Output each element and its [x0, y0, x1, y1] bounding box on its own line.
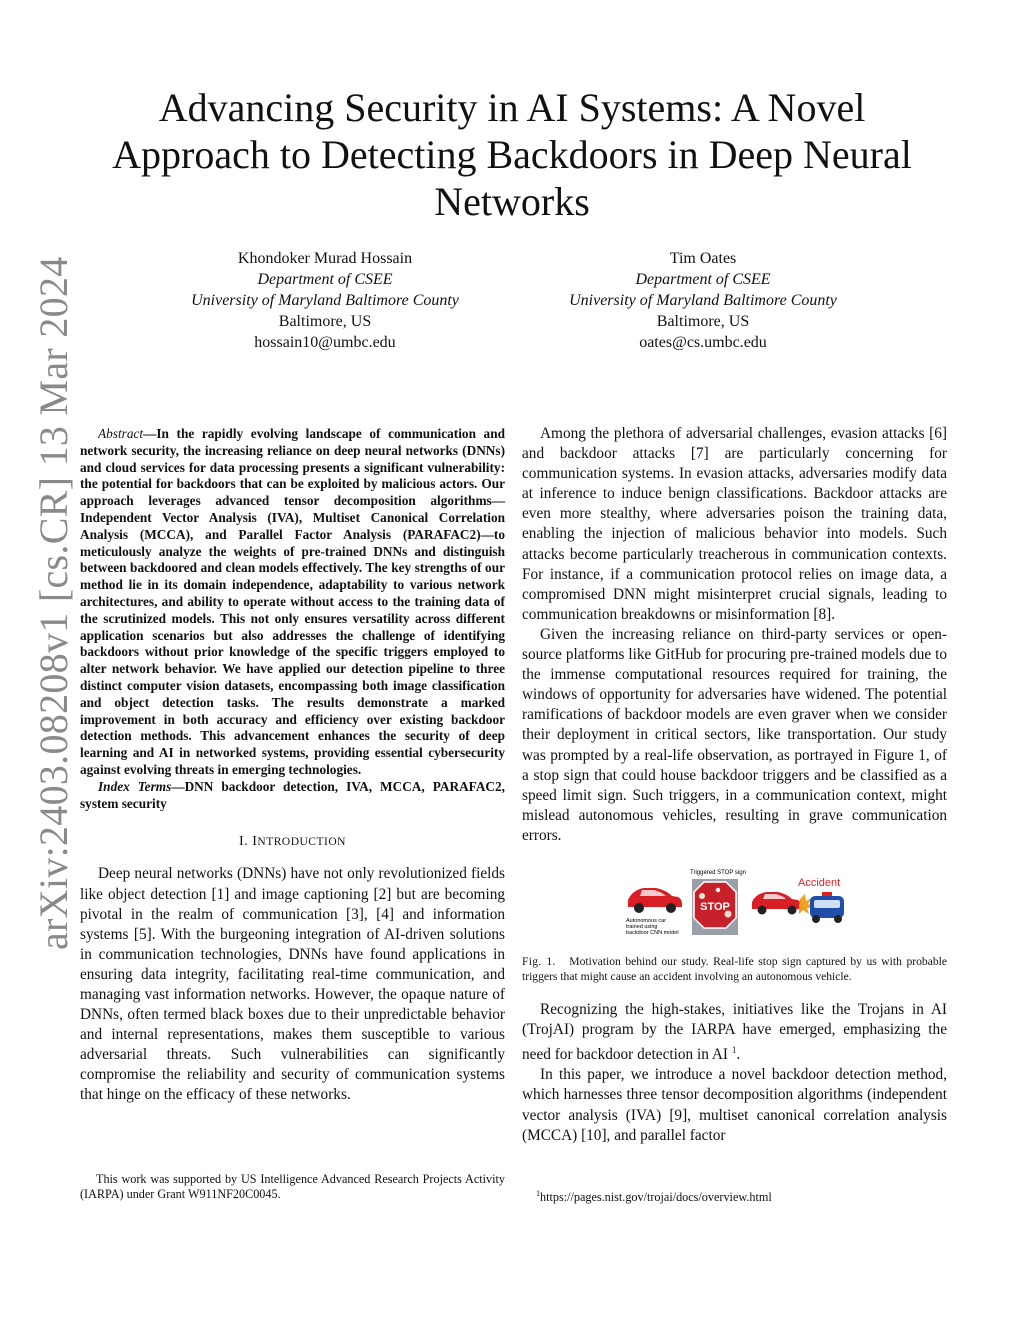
- abstract-label: Abstract: [98, 426, 144, 441]
- abstract-text: —In the rapidly evolving landscape of communication and network security, the increasing reliance on deep neural networks (DNNs) and cloud services for data processing presents a significant vulnerability: the potential for backdoors that can be exploited by malicious actors. Our approach leverages advanced tensor decomposition algorithms—Independent Vector Analysis (IVA), Multiset Canonical Correlation Analysis (MCCA), and Parallel Factor Analysis (PARAFAC2)—to meticulously analyze the weights of pre-trained DNNs and distinguish between backdoored and clean models effectively. The key strengths of our method lie in its domain independence, adaptability to various network architectures, and ability to operate without access to the training data of the scrutinized models. This not only ensures versatility across different application scenarios but also addresses the challenge of identifying backdoors without prior knowledge of the specific triggers employed to alter network behavior. We have applied our detection pipeline to three distinct computer vision datasets, encompassing both image classification and object detection tasks. The results demonstrate a marked improvement in both accuracy and efficiency over existing backdoor detection methods. This advancement enhances the security of deep learning and AI in networked systems, providing essential cybersecurity against evolving threats in emerging technologies.: [80, 426, 505, 777]
- index-terms: [80, 779, 505, 813]
- index-terms-text: —DNN backdoor detection, IVA, MCCA, PARAFAC2, system security: [80, 778, 505, 811]
- crash-car-icon: [752, 892, 801, 915]
- stop-sign-icon: [692, 879, 738, 935]
- author-university: University of Maryland Baltimore County: [569, 292, 837, 309]
- figure-caption-text: Motivation behind our study. Real-life stop sign captured by us with probable triggers that might cause an accident involving an autonomous vehicle.: [522, 954, 947, 983]
- footnote-marker: 1: [731, 1045, 737, 1056]
- paragraph: Given the increasing reliance on third-party services or open-source platforms like GitHub for procuring pre-trained models due to the immense computational resources required for training, the windows of opportunity for adversaries have widened. The potential ramifications of backdoor models are even graver when we consider their deployment in critical sectors, like transportation. Our study was prompted by a real-life observation, as portrayed in Figure 1, of a stop sign that could house backdoor triggers and be classified as a speed limit sign. Such triggers, in a communication context, might mislead autonomous vehicles, resulting in grave communication errors.: [522, 625, 947, 844]
- paragraph: Deep neural networks (DNNs) have not only revolutionized fields like object detection [1] and image captioning [2] but are becoming pivotal in the realm of communication [3], [4] and information systems [5]. With the burgeoning integration of AI-driven solutions in communication technologies, DNNs have found applications in ensuring data integrity, facilitating real-time communication, and managing vast information networks. However, the opaque nature of DNNs, often termed black boxes due to their unpredictable behavior and internal representations, makes them susceptible to various adversarial threats. Such vulnerabilities can significantly compromise the reliability and security of communication systems that hinge on the efficacy of these networks.: [80, 865, 505, 1104]
- author-block-1: [160, 248, 490, 353]
- triggered-stop-label: Triggered STOP sign: [690, 869, 746, 876]
- figure-caption-label: Fig. 1.: [522, 954, 556, 968]
- author-location: Baltimore, US: [656, 313, 750, 330]
- abstract: [80, 426, 505, 779]
- author-department: Department of CSEE: [635, 271, 771, 288]
- paragraph: Recognizing the high-stakes, initiatives like the Trojans in AI (TrojAI) program by the IARPA have emerged, emphasizing the need for backdoor detection in AI $^1$.: [522, 1000, 947, 1064]
- footnote-url[interactable]: https://pages.nist.gov/trojai/docs/overview.html: [540, 1190, 772, 1205]
- author-location: Baltimore, US: [278, 313, 372, 330]
- funding-footnote: This work was supported by US Intelligence Advanced Research Projects Activity (IARPA) under Grant W911NF20C0045.: [80, 1172, 505, 1201]
- paragraph: In this paper, we introduce a novel backdoor detection method, which harnesses three tensor decomposition algorithms (independent vector analysis (IVA) [9], multiset canonical correlation analysis (MCCA) [10], and parallel factor: [522, 1066, 947, 1144]
- car-label-3: backdoor CNN model: [626, 929, 679, 936]
- figure-1-svg: [622, 866, 872, 936]
- author-block-2: [538, 248, 868, 353]
- url-footnote: $^1$https://pages.nist.gov/trojai/docs/overview.html: [536, 1189, 772, 1205]
- paper-title: Advancing Security in AI Systems: A Novel Approach to Detecting Backdoors in Deep Neural Networks: [112, 85, 912, 224]
- stop-sign-text: STOP: [700, 900, 730, 913]
- author-name: Khondoker Murad Hossain: [237, 250, 413, 267]
- autonomous-car-icon: [628, 888, 682, 913]
- figure-1-caption: [522, 954, 947, 984]
- paragraph: Among the plethora of adversarial challenges, evasion attacks [6] and backdoor attacks [7] are particularly concerning for communication systems. In evasion attacks, adversaries modify data at inference to induce benign classifications. Backdoor attacks are even more stealthy, where adversaries poison the training data, enabling the injection of malicious behavior into models. Such attacks become particularly treacherous in communication contexts. For instance, if a communication protocol relies on image data, a compromised DNN might misinterpret crucial signals, leading to communication breakdowns or misinformation [8].: [522, 425, 947, 623]
- right-column: [522, 424, 947, 1146]
- arxiv-identifier: arXiv:2403.08208v1 [cs.CR] 13 Mar 2024: [31, 256, 76, 950]
- car-label-2: trained using: [626, 923, 658, 930]
- figure-1-illustration: [622, 866, 872, 936]
- author-name: Tim Oates: [669, 250, 737, 267]
- index-terms-label: Index Terms: [98, 778, 172, 794]
- author-university: University of Maryland Baltimore County: [191, 292, 459, 309]
- author-email[interactable]: oates@cs.umbc.edu: [639, 334, 767, 351]
- figure-1: [522, 866, 947, 936]
- author-department: Department of CSEE: [257, 271, 393, 288]
- police-car-icon: [810, 892, 844, 923]
- author-email[interactable]: hossain10@umbc.edu: [254, 334, 396, 351]
- car-label-1: Autonomous car: [626, 917, 667, 924]
- accident-label: Accident: [798, 876, 841, 889]
- left-column: [80, 424, 505, 1106]
- section-heading-introduction: I. INTRODUCTION: [239, 834, 346, 850]
